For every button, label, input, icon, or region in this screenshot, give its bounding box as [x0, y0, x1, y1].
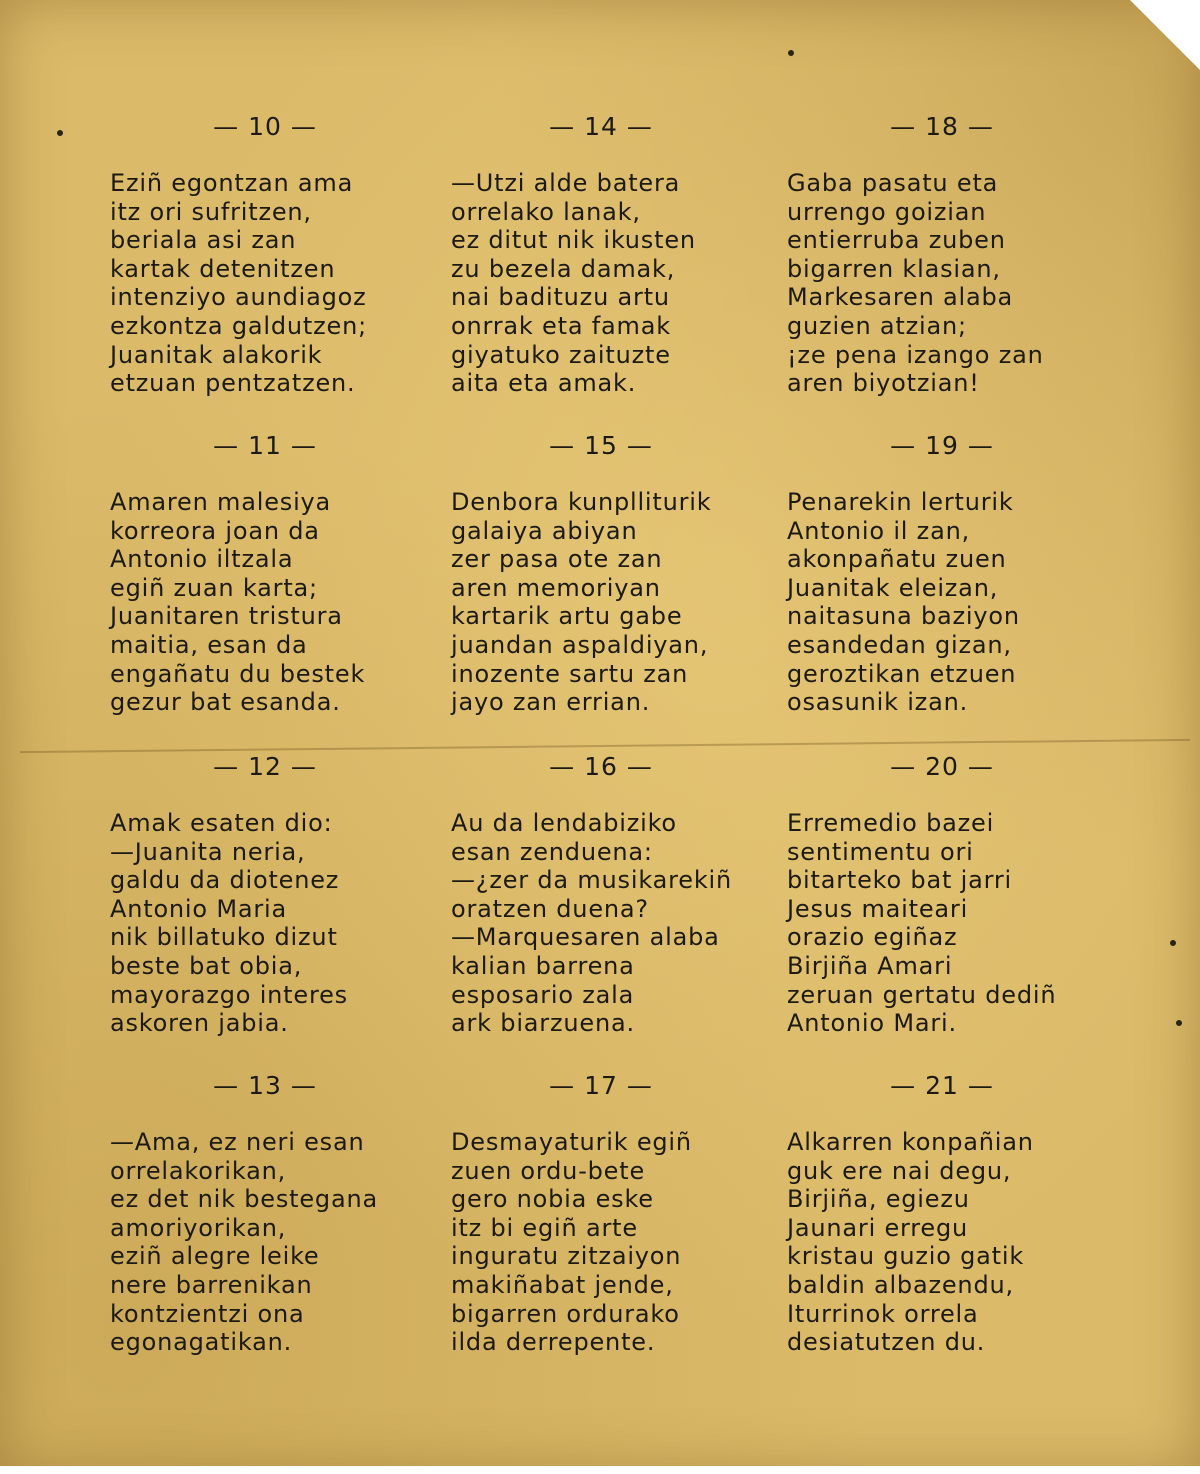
verse-line: sentimentu ori: [787, 837, 974, 866]
verse-line: zuen ordu-bete: [451, 1156, 646, 1185]
verse-line: entierruba zuben: [787, 226, 1006, 255]
stanza-number: — 18 —: [890, 112, 994, 141]
verse-line: ¡ze pena izango zan: [787, 340, 1044, 369]
verse-line: akonpañatu zuen: [787, 545, 1007, 574]
verse-line: orazio egiñaz: [787, 923, 958, 952]
verse-line: orrelako lanak,: [451, 197, 641, 226]
verse-line: egiñ zuan karta;: [110, 573, 318, 602]
verse-line: askoren jabia.: [110, 1009, 289, 1038]
verse-line: Markesaren alaba: [787, 283, 1014, 312]
verse-line: inguratu zitzaiyon: [451, 1242, 682, 1271]
verse-line: gero nobia eske: [451, 1185, 654, 1214]
stanza-14: [451, 112, 751, 398]
verse-line: ezkontza galdutzen;: [110, 311, 367, 340]
verse-line: gezur bat esanda.: [110, 688, 341, 717]
stanza-number: — 12 —: [213, 752, 317, 781]
verse-line: onrrak eta famak: [451, 311, 671, 340]
verse-line: ez det nik bestegana: [110, 1185, 378, 1214]
verse-line: Au da lendabiziko: [451, 809, 677, 837]
verse-line: Antonio il zan,: [787, 516, 971, 545]
stanza-21: [787, 1071, 1097, 1357]
verse-line: amoriyorikan,: [110, 1213, 287, 1242]
verse-line: nere barrenikan: [110, 1270, 313, 1299]
fold-crease: [20, 739, 1190, 753]
verse-line: esan zenduena:: [451, 837, 653, 866]
verse-line: osasunik izan.: [787, 688, 969, 717]
verse-line: aren memoriyan: [451, 573, 661, 602]
verse-line: itz bi egiñ arte: [451, 1213, 638, 1242]
verse-line: Denbora kunplliturik: [451, 488, 712, 516]
verse-line: desiatutzen du.: [787, 1328, 986, 1357]
stanza-number: — 17 —: [549, 1071, 653, 1100]
stanza-10: [110, 112, 420, 398]
verse-line: naitasuna baziyon: [787, 602, 1020, 631]
verse-line: urrengo goizian: [787, 197, 987, 226]
verse-line: Iturrinok orrela: [787, 1299, 979, 1328]
verse-line: makiñabat jende,: [451, 1270, 674, 1299]
verse-line: kartak detenitzen: [110, 254, 336, 283]
verse-line: Eziñ egontzan ama: [110, 169, 354, 197]
verse-line: ark biarzuena.: [451, 1009, 635, 1038]
verse-line: egonagatikan.: [110, 1328, 293, 1357]
stanza-17: [451, 1071, 751, 1357]
stanza-15: [451, 431, 751, 717]
verse-line: itz ori sufritzen,: [110, 197, 312, 226]
stanza-number: — 15 —: [549, 431, 653, 460]
verse-line: Juanitaren tristura: [110, 602, 343, 631]
ink-speck: [788, 50, 794, 56]
verse-line: Erremedio bazei: [787, 809, 995, 837]
verse-line: nai badituzu artu: [451, 283, 670, 312]
stanza-number: — 14 —: [549, 112, 653, 141]
torn-corner: [1130, 0, 1200, 70]
verse-line: Alkarren konpañian: [787, 1128, 1034, 1156]
verse-line: aren biyotzian!: [787, 369, 980, 398]
verse-line: bitarteko bat jarri: [787, 866, 1012, 895]
verse-line: Antonio Mari.: [787, 1009, 957, 1038]
ink-speck: [1176, 1020, 1182, 1026]
verse-line: Jesus maiteari: [787, 894, 969, 923]
stanza-number: — 20 —: [890, 752, 994, 781]
verse-line: guzien atzian;: [787, 311, 967, 340]
verse-line: Jaunari erregu: [787, 1213, 969, 1242]
verse-line: —Ama, ez neri esan: [110, 1128, 365, 1156]
stanza-number: — 11 —: [213, 431, 317, 460]
verse-line: Amak esaten dio:: [110, 809, 333, 837]
verse-line: Juanitak alakorik: [110, 340, 323, 369]
verse-line: oratzen duena?: [451, 894, 649, 923]
verse-line: nik billatuko dizut: [110, 923, 338, 952]
verse-line: geroztikan etzuen: [787, 659, 1017, 688]
verse-line: bigarren klasian,: [787, 254, 1001, 283]
verse-line: baldin albazendu,: [787, 1270, 1014, 1299]
verse-line: Antonio Maria: [110, 894, 287, 923]
verse-line: giyatuko zaituzte: [451, 340, 671, 369]
stanza-number: — 16 —: [549, 752, 653, 781]
stanza-number: — 10 —: [213, 112, 317, 141]
stanza-number: — 21 —: [890, 1071, 994, 1100]
verse-line: beste bat obia,: [110, 951, 303, 980]
verse-line: jayo zan errian.: [451, 688, 651, 717]
stanza-13: [110, 1071, 420, 1357]
verse-line: Birjiña Amari: [787, 951, 953, 980]
verse-line: kontzientzi ona: [110, 1299, 305, 1328]
verse-line: maitia, esan da: [110, 630, 308, 659]
verse-line: orrelakorikan,: [110, 1156, 287, 1185]
verse-line: juandan aspaldiyan,: [451, 630, 709, 659]
verse-line: mayorazgo interes: [110, 980, 348, 1009]
verse-line: Desmayaturik egiñ: [451, 1128, 692, 1156]
verse-line: —Juanita neria,: [110, 837, 306, 866]
verse-line: engañatu du bestek: [110, 659, 366, 688]
verse-line: Gaba pasatu eta: [787, 169, 999, 197]
verse-line: —Marquesaren alaba: [451, 923, 720, 952]
verse-line: bigarren ordurako: [451, 1299, 680, 1328]
stanza-11: [110, 431, 420, 717]
verse-line: ilda derrepente.: [451, 1328, 656, 1357]
verse-line: Penarekin lerturik: [787, 488, 1014, 516]
verse-line: Amaren malesiya: [110, 488, 332, 516]
verse-line: guk ere nai degu,: [787, 1156, 1012, 1185]
stanza-20: [787, 752, 1097, 1038]
stanza-number: — 19 —: [890, 431, 994, 460]
verse-line: —Utzi alde batera: [451, 169, 681, 197]
ink-speck: [57, 130, 63, 136]
stanza-number: — 13 —: [213, 1071, 317, 1100]
verse-line: Juanitak eleizan,: [787, 573, 999, 602]
verse-line: etzuan pentzatzen.: [110, 369, 356, 398]
verse-line: esposario zala: [451, 980, 635, 1009]
verse-line: beriala asi zan: [110, 226, 297, 255]
verse-line: aita eta amak.: [451, 369, 637, 398]
stanza-19: [787, 431, 1097, 717]
verse-line: galaiya abiyan: [451, 516, 638, 545]
verse-line: Birjiña, egiezu: [787, 1185, 970, 1214]
verse-line: galdu da diotenez: [110, 866, 340, 895]
verse-line: ez ditut nik ikusten: [451, 226, 696, 255]
stanza-12: [110, 752, 420, 1038]
verse-line: Antonio iltzala: [110, 545, 294, 574]
stanza-18: [787, 112, 1097, 398]
ink-speck: [1170, 940, 1176, 946]
verse-line: korreora joan da: [110, 516, 320, 545]
verse-line: inozente sartu zan: [451, 659, 689, 688]
verse-line: zu bezela damak,: [451, 254, 676, 283]
verse-line: —¿zer da musikarekiñ: [451, 866, 732, 895]
verse-line: esandedan gizan,: [787, 630, 1012, 659]
stanza-16: [451, 752, 751, 1038]
bottom-edge: [0, 1466, 1200, 1474]
verse-line: zer pasa ote zan: [451, 545, 663, 574]
verse-line: intenziyo aundiagoz: [110, 283, 367, 312]
verse-line: kalian barrena: [451, 951, 635, 980]
verse-line: kristau guzio gatik: [787, 1242, 1025, 1271]
verse-line: eziñ alegre leike: [110, 1242, 320, 1271]
verse-line: kartarik artu gabe: [451, 602, 683, 631]
verse-line: zeruan gertatu dediñ: [787, 980, 1057, 1009]
